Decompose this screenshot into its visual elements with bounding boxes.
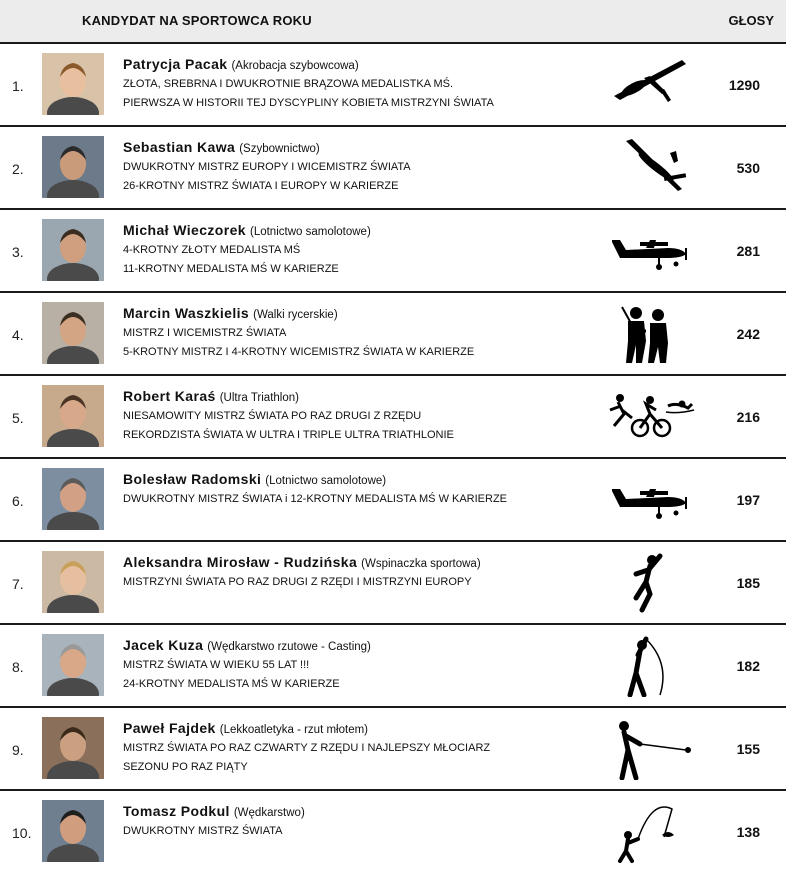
candidate-column-header: KANDYDAT NA SPORTOWCA ROKU (82, 13, 312, 28)
vote-count: 138 (736, 824, 760, 840)
athlete-discipline: (Szybownictwo) (239, 143, 320, 155)
achievement-line: REKORDZISTA ŚWIATA W ULTRA I TRIPLE ULTRA TRIATHLONIE (123, 429, 454, 441)
athlete-info (123, 138, 593, 196)
athlete-discipline: (Wędkarstwo rzutowe - Casting) (207, 641, 371, 653)
athlete-discipline: (Walki rycerskie) (253, 309, 338, 321)
table-row (0, 44, 786, 127)
athlete-info (123, 553, 593, 592)
vote-count: 155 (736, 741, 760, 757)
name-line (123, 221, 593, 241)
athlete-name: Paweł Fajdek (123, 720, 216, 736)
athlete-photo (42, 551, 104, 613)
achievement-line: NIESAMOWITY MISTRZ ŚWIATA PO RAZ DRUGI Z RZĘDU (123, 410, 422, 422)
table-row (0, 625, 786, 708)
table-row (0, 708, 786, 791)
achievement-line: MISTRZ I WICEMISTRZ ŚWIATA (123, 327, 287, 339)
achievement-line: 24-KROTNY MEDALISTA MŚ W KARIERZE (123, 678, 340, 690)
vote-count: 216 (736, 409, 760, 425)
glider-icon (606, 52, 696, 116)
achievement-line: 4-KROTNY ZŁOTY MEDALISTA MŚ (123, 244, 301, 256)
glider-icon (606, 135, 696, 199)
vote-count: 1290 (728, 77, 760, 93)
athlete-discipline: (Lotnictwo samolotowe) (265, 475, 387, 487)
achievement-line: PIERWSZA W HISTORII TEJ DYSCYPLINY KOBIETA MISTRZYNI ŚWIATA (123, 97, 494, 109)
hammer-throw-icon (606, 716, 696, 780)
rank-number: 2. (12, 161, 24, 177)
votes-column-header: GŁOSY (728, 13, 774, 28)
table-row (0, 459, 786, 542)
triathlon-icon (606, 384, 696, 448)
achievement-line: 11-KROTNY MEDALISTA MŚ W KARIERZE (123, 263, 339, 275)
athlete-info (123, 470, 593, 509)
name-line (123, 304, 593, 324)
athlete-info (123, 304, 593, 362)
table-row (0, 542, 786, 625)
achievement-line: MISTRZ ŚWIATA W WIEKU 55 LAT !!! (123, 659, 310, 671)
name-line (123, 802, 593, 822)
fishing-icon (606, 799, 696, 863)
rank-number: 8. (12, 659, 24, 675)
rank-number: 5. (12, 410, 24, 426)
achievement-line: MISTRZ ŚWIATA PO RAZ CZWARTY Z RZĘDU I NAJLEPSZY MŁOCIARZ (123, 742, 491, 754)
achievement-line: ZŁOTA, SREBRNA I DWUKROTNIE BRĄZOWA MEDALISTKA MŚ. (123, 78, 454, 90)
athlete-info (123, 221, 593, 279)
achievement-line: MISTRZYNI ŚWIATA PO RAZ DRUGI Z RZĘDI I MISTRZYNI EUROPY (123, 576, 472, 588)
athlete-photo (42, 468, 104, 530)
athlete-name: Robert Karaś (123, 388, 216, 404)
rank-number: 4. (12, 327, 24, 343)
candidate-list (0, 44, 786, 872)
achievement-line: DWUKROTNY MISTRZ ŚWIATA (123, 825, 283, 837)
casting-icon (606, 633, 696, 697)
athlete-discipline: (Ultra Triathlon) (219, 392, 299, 404)
athlete-name: Patrycja Pacak (123, 56, 228, 72)
climber-icon (606, 550, 696, 614)
vote-count: 242 (736, 326, 760, 342)
athlete-info (123, 387, 593, 445)
athlete-info (123, 636, 593, 694)
athlete-discipline: (Wędkarstwo) (233, 807, 305, 819)
rank-number: 6. (12, 493, 24, 509)
athlete-photo (42, 385, 104, 447)
vote-count: 185 (736, 575, 760, 591)
vote-count: 281 (736, 243, 760, 259)
athlete-name: Aleksandra Mirosław - Rudzińska (123, 554, 358, 570)
athlete-name: Bolesław Radomski (123, 471, 262, 487)
vote-count: 182 (736, 658, 760, 674)
name-line (123, 553, 593, 573)
athlete-name: Sebastian Kawa (123, 139, 236, 155)
table-header (0, 0, 786, 44)
airplane-icon (606, 218, 696, 282)
name-line (123, 55, 593, 75)
table-row (0, 791, 786, 872)
knight-fight-icon (606, 301, 696, 365)
athlete-name: Michał Wieczorek (123, 222, 246, 238)
athlete-name: Jacek Kuza (123, 637, 204, 653)
table-row (0, 376, 786, 459)
table-row (0, 210, 786, 293)
rank-number: 10. (12, 825, 32, 841)
name-line (123, 138, 593, 158)
athlete-discipline: (Wspinaczka sportowa) (361, 558, 481, 570)
name-line (123, 719, 593, 739)
athlete-discipline: (Lotnictwo samolotowe) (249, 226, 371, 238)
athlete-photo (42, 53, 104, 115)
name-line (123, 387, 593, 407)
athlete-photo (42, 717, 104, 779)
athlete-info (123, 802, 593, 841)
rank-number: 3. (12, 244, 24, 260)
athlete-discipline: (Lekkoatletyka - rzut młotem) (219, 724, 368, 736)
rank-number: 1. (12, 78, 24, 94)
table-row (0, 293, 786, 376)
athlete-photo (42, 302, 104, 364)
table-row (0, 127, 786, 210)
athlete-discipline: (Akrobacja szybowcowa) (231, 60, 359, 72)
athlete-photo (42, 219, 104, 281)
rank-number: 9. (12, 742, 24, 758)
vote-count: 197 (736, 492, 760, 508)
athlete-name: Marcin Waszkielis (123, 305, 250, 321)
athlete-info (123, 55, 593, 113)
athlete-photo (42, 800, 104, 862)
achievement-line: 5-KROTNY MISTRZ I 4-KROTNY WICEMISTRZ ŚWIATA W KARIERZE (123, 346, 475, 358)
achievement-line: DWUKROTNY MISTRZ EUROPY I WICEMISTRZ ŚWIATA (123, 161, 411, 173)
airplane-icon (606, 467, 696, 531)
achievement-line: SEZONU PO RAZ PIĄTY (123, 761, 248, 773)
rank-number: 7. (12, 576, 24, 592)
athlete-photo (42, 136, 104, 198)
athlete-info (123, 719, 593, 777)
vote-count: 530 (736, 160, 760, 176)
achievement-line: DWUKROTNY MISTRZ ŚWIATA i 12-KROTNY MEDALISTA MŚ W KARIERZE (123, 493, 508, 505)
athlete-photo (42, 634, 104, 696)
athlete-name: Tomasz Podkul (123, 803, 230, 819)
achievement-line: 26-KROTNY MISTRZ ŚWIATA I EUROPY W KARIERZE (123, 180, 399, 192)
name-line (123, 470, 593, 490)
name-line (123, 636, 593, 656)
